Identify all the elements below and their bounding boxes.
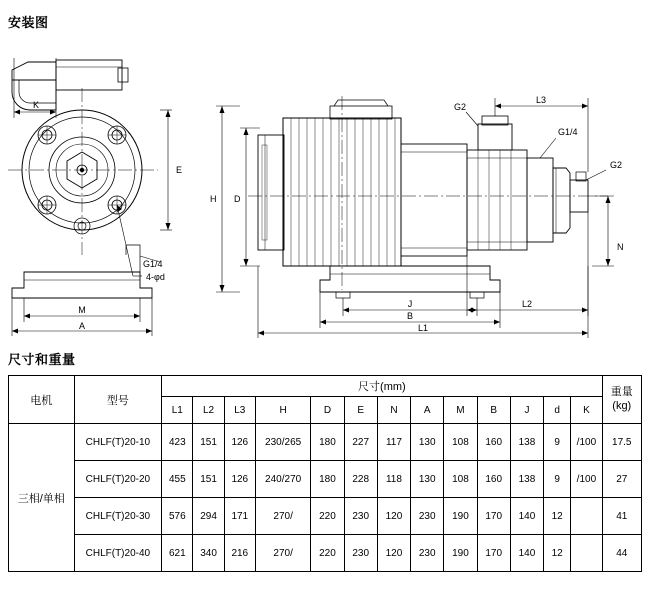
cell-L3: 126: [224, 461, 255, 498]
table-row: [9, 498, 642, 535]
label-B: B: [406, 311, 414, 321]
label-G2-right: G2: [610, 160, 623, 170]
label-4-phi-d: 4-φd: [146, 272, 165, 282]
label-L1: L1: [417, 323, 429, 333]
cell-model: CHLF(T)20-30: [74, 498, 162, 535]
header-motor: 电机: [9, 376, 75, 424]
cell-D: 220: [311, 498, 344, 535]
cell-K: [571, 535, 602, 572]
cell-model: CHLF(T)20-10: [74, 424, 162, 461]
cell-N: 117: [377, 424, 410, 461]
header-dim-E: E: [344, 397, 377, 424]
cell-weight: 27: [602, 461, 641, 498]
cell-J: 138: [510, 424, 543, 461]
cell-L2: 151: [193, 461, 224, 498]
cell-motor-type: 三相/单相: [9, 424, 75, 572]
header-dim-N: N: [377, 397, 410, 424]
cell-E: 227: [344, 424, 377, 461]
cell-d: 12: [544, 535, 571, 572]
table-row: [9, 535, 642, 572]
label-K: K: [32, 100, 40, 110]
cell-L2: 340: [193, 535, 224, 572]
header-dimensions-group: 尺寸(mm): [162, 376, 602, 397]
cell-H: 270/: [255, 535, 310, 572]
dimensions-table: [8, 375, 642, 572]
header-dim-L1: L1: [162, 397, 193, 424]
label-A: A: [78, 321, 86, 331]
cell-weight: 17.5: [602, 424, 641, 461]
cell-A: 230: [411, 535, 444, 572]
cell-M: 108: [444, 461, 477, 498]
section-title-dimensions: 尺寸和重量: [8, 352, 76, 367]
header-dim-L3: L3: [224, 397, 255, 424]
cell-K: /100: [571, 461, 602, 498]
header-dim-A: A: [411, 397, 444, 424]
label-L2: L2: [521, 299, 533, 309]
section-title-installation: 安装图: [8, 15, 49, 30]
cell-D: 180: [311, 461, 344, 498]
cell-weight: 44: [602, 535, 641, 572]
cell-M: 190: [444, 535, 477, 572]
cell-J: 138: [510, 461, 543, 498]
header-dim-K: K: [571, 397, 602, 424]
table-row: [9, 461, 642, 498]
cell-K: [571, 498, 602, 535]
cell-A: 130: [411, 461, 444, 498]
cell-L1: 455: [162, 461, 193, 498]
cell-d: 9: [544, 424, 571, 461]
cell-E: 230: [344, 535, 377, 572]
cell-H: 230/265: [255, 424, 310, 461]
label-L3: L3: [535, 95, 547, 105]
cell-B: 160: [477, 424, 510, 461]
cell-H: 270/: [255, 498, 310, 535]
cell-d: 12: [544, 498, 571, 535]
header-weight: [602, 376, 641, 424]
cell-J: 140: [510, 535, 543, 572]
cell-B: 170: [477, 535, 510, 572]
header-dim-M: M: [444, 397, 477, 424]
cell-N: 120: [377, 535, 410, 572]
label-E: E: [176, 165, 183, 175]
cell-D: 220: [311, 535, 344, 572]
cell-L2: 151: [193, 424, 224, 461]
label-N: N: [617, 242, 624, 252]
cell-L3: 216: [224, 535, 255, 572]
table-row: [9, 424, 642, 461]
cell-L1: 576: [162, 498, 193, 535]
header-dim-L2: L2: [193, 397, 224, 424]
cell-weight: 41: [602, 498, 641, 535]
cell-A: 130: [411, 424, 444, 461]
label-J: J: [407, 299, 413, 309]
cell-model: CHLF(T)20-20: [74, 461, 162, 498]
header-dim-H: H: [255, 397, 310, 424]
cell-E: 230: [344, 498, 377, 535]
header-weight-unit: (kg): [612, 399, 632, 412]
cell-L1: 423: [162, 424, 193, 461]
label-M: M: [78, 305, 86, 315]
cell-A: 230: [411, 498, 444, 535]
cell-N: 118: [377, 461, 410, 498]
cell-d: 9: [544, 461, 571, 498]
cell-L3: 171: [224, 498, 255, 535]
cell-H: 240/270: [255, 461, 310, 498]
header-dim-J: J: [510, 397, 543, 424]
cell-B: 170: [477, 498, 510, 535]
cell-J: 140: [510, 498, 543, 535]
header-dim-B: B: [477, 397, 510, 424]
cell-L2: 294: [193, 498, 224, 535]
header-dim-d: d: [544, 397, 571, 424]
cell-L1: 621: [162, 535, 193, 572]
label-G14-top: G1/4: [558, 127, 578, 137]
label-D: D: [234, 194, 241, 204]
cell-M: 108: [444, 424, 477, 461]
label-G2-top: G2: [453, 102, 467, 112]
label-G14-left: G1/4: [143, 259, 163, 269]
cell-E: 228: [344, 461, 377, 498]
cell-B: 160: [477, 461, 510, 498]
header-weight-text: 重量: [610, 385, 633, 398]
cell-model: CHLF(T)20-40: [74, 535, 162, 572]
header-dim-D: D: [311, 397, 344, 424]
cell-D: 180: [311, 424, 344, 461]
pump-dimension-drawing: [0, 40, 650, 340]
label-H: H: [210, 194, 217, 204]
cell-M: 190: [444, 498, 477, 535]
header-model: 型号: [74, 376, 162, 424]
installation-drawing: [0, 40, 650, 340]
cell-N: 120: [377, 498, 410, 535]
cell-L3: 126: [224, 424, 255, 461]
cell-K: /100: [571, 424, 602, 461]
table-header-row-1: [9, 376, 642, 397]
